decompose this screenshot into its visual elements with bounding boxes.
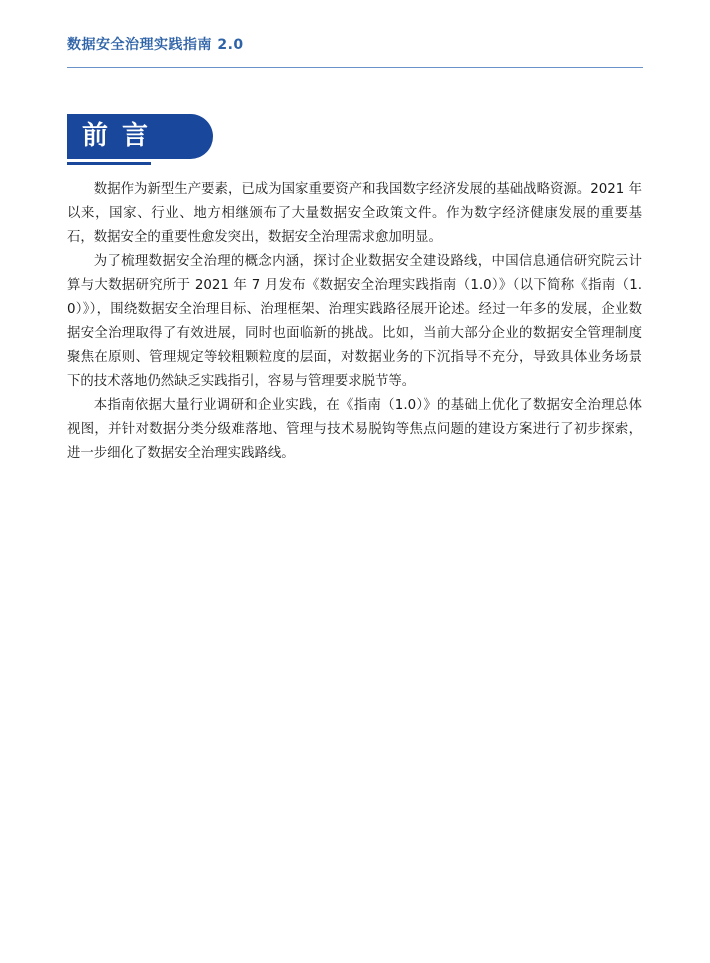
document-header-title: 数据安全治理实践指南 2.0 bbox=[67, 37, 244, 53]
header-divider bbox=[67, 67, 643, 68]
preface-body bbox=[67, 178, 642, 466]
paragraph-1: 数据作为新型生产要素，已成为国家重要资产和我国数字经济发展的基础战略资源。2021 年以来，国家、行业、地方相继颁布了大量数据安全政策文件。作为数字经济健康发展的重要基石，数据安全的重要性愈发突出，数据安全治理需求愈加明显。 bbox=[67, 182, 642, 245]
section-heading-underline bbox=[67, 162, 151, 165]
paragraph-2: 为了梳理数据安全治理的概念内涵，探讨企业数据安全建设路线，中国信息通信研究院云计算与大数据研究所于 2021 年 7 月发布《数据安全治理实践指南（1.0）》（以下简称《指南（1.0）》），围绕数据安全治理目标、治理框架、治理实践路径展开论述。经过一年多的发展，企业数据安全治理取得了有效进展，同时也面临新的挑战。比如，当前大部分企业的数据安全管理制度聚焦在原则、管理规定等较粗颗粒度的层面，对数据业务的下沉指导不充分，导致具体业务场景下的技术落地仍然缺乏实践指引，容易与管理要求脱节等。 bbox=[67, 254, 642, 389]
paragraph-3: 本指南依据大量行业调研和企业实践，在《指南（1.0）》的基础上优化了数据安全治理总体视图，并针对数据分类分级难落地、管理与技术易脱钩等焦点问题的建设方案进行了初步探索，进一步细化了数据安全治理实践路线。 bbox=[67, 398, 642, 461]
section-heading: 前言 bbox=[82, 121, 163, 151]
